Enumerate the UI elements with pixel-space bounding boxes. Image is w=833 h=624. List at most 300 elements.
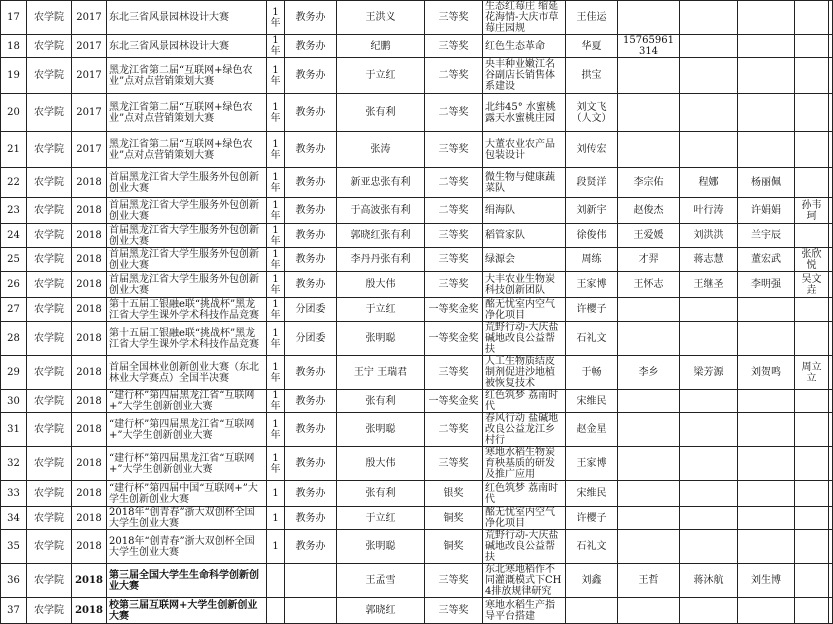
duration-cell[interactable]: 1年 bbox=[267, 390, 285, 413]
member-6-cell[interactable] bbox=[829, 481, 833, 507]
contest-name-cell[interactable]: 首届黑龙江省大学生服务外包创新创业大赛 bbox=[107, 198, 267, 224]
member-5-cell[interactable] bbox=[795, 413, 829, 447]
advisor-cell[interactable]: 殷大伟 bbox=[337, 272, 425, 298]
member-3-cell[interactable] bbox=[680, 598, 738, 624]
member-6-cell[interactable] bbox=[829, 356, 833, 390]
duration-cell[interactable]: 1 bbox=[267, 507, 285, 530]
office-cell[interactable]: 分团委 bbox=[285, 298, 337, 322]
year-cell[interactable]: 2018 bbox=[72, 598, 107, 624]
contest-name-cell[interactable]: 第十五届工银融e联“挑战杯”黑龙江省大学生课外学术科技作品竞赛 bbox=[107, 322, 267, 356]
member-3-cell[interactable] bbox=[680, 322, 738, 356]
advisor-cell[interactable]: 于立红 bbox=[337, 507, 425, 530]
duration-cell[interactable]: 1年 bbox=[267, 272, 285, 298]
member-4-cell[interactable]: 许娟娟 bbox=[738, 198, 795, 224]
member-3-cell[interactable] bbox=[680, 132, 738, 168]
project-name-cell[interactable]: 寒地水稻生产指导平台搭建 bbox=[483, 598, 566, 624]
contest-name-cell[interactable]: 黑龙江省第二届“互联网+绿色农业”点对点营销策划大赛 bbox=[107, 94, 267, 132]
member-2-cell[interactable]: 才羿 bbox=[618, 248, 680, 272]
contest-name-cell[interactable]: “建行杯”第四届黑龙江省“互联网+”大学生创新创业大赛 bbox=[107, 413, 267, 447]
member-5-cell[interactable] bbox=[795, 564, 829, 598]
duration-cell[interactable]: 1年 bbox=[267, 413, 285, 447]
project-name-cell[interactable]: 北纬45° 水蜜桃露天水蜜桃庄园 bbox=[483, 94, 566, 132]
member-1-cell[interactable]: 于畅 bbox=[566, 356, 618, 390]
contest-name-cell[interactable]: 黑龙江省第二届“互联网+绿色农业”点对点营销策划大赛 bbox=[107, 132, 267, 168]
award-cell[interactable]: 三等奖 bbox=[425, 1, 483, 35]
award-cell[interactable]: 铜奖 bbox=[425, 530, 483, 564]
office-cell[interactable]: 教务办 bbox=[285, 272, 337, 298]
office-cell[interactable]: 教务办 bbox=[285, 1, 337, 35]
member-1-cell[interactable]: 徐俊伟 bbox=[566, 224, 618, 248]
college-cell[interactable]: 农学院 bbox=[27, 94, 72, 132]
year-cell[interactable]: 2018 bbox=[72, 322, 107, 356]
award-cell[interactable]: 三等奖 bbox=[425, 356, 483, 390]
award-cell[interactable]: 二等奖 bbox=[425, 413, 483, 447]
office-cell[interactable]: 教务办 bbox=[285, 198, 337, 224]
member-1-cell[interactable]: 宋维民 bbox=[566, 390, 618, 413]
advisor-cell[interactable]: 于立红 bbox=[337, 58, 425, 94]
member-2-cell[interactable] bbox=[618, 132, 680, 168]
row-number-cell[interactable]: 28 bbox=[1, 322, 27, 356]
member-3-cell[interactable] bbox=[680, 58, 738, 94]
member-6-cell[interactable] bbox=[829, 298, 833, 322]
office-cell[interactable]: 教务办 bbox=[285, 248, 337, 272]
member-5-cell[interactable]: 周立立 bbox=[795, 356, 829, 390]
college-cell[interactable]: 农学院 bbox=[27, 507, 72, 530]
member-3-cell[interactable] bbox=[680, 390, 738, 413]
row-number-cell[interactable]: 33 bbox=[1, 481, 27, 507]
duration-cell[interactable]: 1年 bbox=[267, 132, 285, 168]
year-cell[interactable]: 2017 bbox=[72, 1, 107, 35]
contest-name-cell[interactable]: 第三届全国大学生生命科学创新创业大赛 bbox=[107, 564, 267, 598]
member-3-cell[interactable]: 蒋沐航 bbox=[680, 564, 738, 598]
member-3-cell[interactable] bbox=[680, 94, 738, 132]
member-2-cell[interactable]: 王爱媛 bbox=[618, 224, 680, 248]
member-6-cell[interactable] bbox=[829, 224, 833, 248]
row-number-cell[interactable]: 37 bbox=[1, 598, 27, 624]
office-cell[interactable] bbox=[285, 564, 337, 598]
member-2-cell[interactable] bbox=[618, 322, 680, 356]
contest-name-cell[interactable]: 首届黑龙江省大学生服务外包创新创业大赛 bbox=[107, 272, 267, 298]
contest-name-cell[interactable]: 首届黑龙江省大学生服务外包创新创业大赛 bbox=[107, 248, 267, 272]
year-cell[interactable]: 2018 bbox=[72, 298, 107, 322]
member-1-cell[interactable]: 刘新宇 bbox=[566, 198, 618, 224]
advisor-cell[interactable]: 新亚忠张有利 bbox=[337, 168, 425, 198]
member-3-cell[interactable] bbox=[680, 1, 738, 35]
member-5-cell[interactable] bbox=[795, 168, 829, 198]
office-cell[interactable]: 教务办 bbox=[285, 35, 337, 58]
row-number-cell[interactable]: 19 bbox=[1, 58, 27, 94]
year-cell[interactable]: 2017 bbox=[72, 94, 107, 132]
college-cell[interactable]: 农学院 bbox=[27, 132, 72, 168]
row-number-cell[interactable]: 34 bbox=[1, 507, 27, 530]
advisor-cell[interactable]: 张涛 bbox=[337, 132, 425, 168]
duration-cell[interactable]: 1年 bbox=[267, 1, 285, 35]
advisor-cell[interactable]: 张有利 bbox=[337, 94, 425, 132]
advisor-cell[interactable]: 李丹丹张有利 bbox=[337, 248, 425, 272]
contest-name-cell[interactable]: 东北三省风景园林设计大赛 bbox=[107, 35, 267, 58]
row-number-cell[interactable]: 26 bbox=[1, 272, 27, 298]
award-cell[interactable]: 铜奖 bbox=[425, 507, 483, 530]
college-cell[interactable]: 农学院 bbox=[27, 356, 72, 390]
row-number-cell[interactable]: 25 bbox=[1, 248, 27, 272]
duration-cell[interactable]: 1年 bbox=[267, 198, 285, 224]
row-number-cell[interactable]: 22 bbox=[1, 168, 27, 198]
member-6-cell[interactable] bbox=[829, 132, 833, 168]
member-2-cell[interactable] bbox=[618, 58, 680, 94]
project-name-cell[interactable]: 春风行动 盐碱地改良公益龙江乡村行 bbox=[483, 413, 566, 447]
member-3-cell[interactable]: 蒋志慧 bbox=[680, 248, 738, 272]
award-cell[interactable]: 三等奖 bbox=[425, 248, 483, 272]
member-6-cell[interactable] bbox=[829, 564, 833, 598]
advisor-cell[interactable]: 纪鹏 bbox=[337, 35, 425, 58]
office-cell[interactable]: 教务办 bbox=[285, 530, 337, 564]
college-cell[interactable]: 农学院 bbox=[27, 413, 72, 447]
contest-name-cell[interactable]: 东北三省风景园林设计大赛 bbox=[107, 1, 267, 35]
project-name-cell[interactable]: 红色筑梦 荔南时代 bbox=[483, 390, 566, 413]
member-2-cell[interactable]: 王怀志 bbox=[618, 272, 680, 298]
member-2-cell[interactable]: 李乡 bbox=[618, 356, 680, 390]
award-cell[interactable]: 一等奖金奖 bbox=[425, 298, 483, 322]
member-2-cell[interactable] bbox=[618, 598, 680, 624]
award-cell[interactable]: 三等奖 bbox=[425, 132, 483, 168]
award-cell[interactable]: 三等奖 bbox=[425, 564, 483, 598]
member-4-cell[interactable] bbox=[738, 58, 795, 94]
year-cell[interactable]: 2018 bbox=[72, 198, 107, 224]
project-name-cell[interactable]: 东北寒地稻作不同灌溉模式下CH4排放规律研究 bbox=[483, 564, 566, 598]
member-2-cell[interactable] bbox=[618, 390, 680, 413]
contest-name-cell[interactable]: 2018年“创青春”浙大双创杯全国大学生创业大赛 bbox=[107, 530, 267, 564]
member-4-cell[interactable] bbox=[738, 94, 795, 132]
year-cell[interactable]: 2018 bbox=[72, 224, 107, 248]
member-3-cell[interactable] bbox=[680, 507, 738, 530]
project-name-cell[interactable]: 生态红莓庄 缩延花海情-大庆市草莓庄园规 bbox=[483, 1, 566, 35]
contest-name-cell[interactable]: 首届黑龙江省大学生服务外包创新创业大赛 bbox=[107, 168, 267, 198]
member-5-cell[interactable] bbox=[795, 58, 829, 94]
award-cell[interactable]: 银奖 bbox=[425, 481, 483, 507]
member-5-cell[interactable] bbox=[795, 35, 829, 58]
award-cell[interactable]: 一等奖金奖 bbox=[425, 322, 483, 356]
duration-cell[interactable] bbox=[267, 564, 285, 598]
college-cell[interactable]: 农学院 bbox=[27, 564, 72, 598]
project-name-cell[interactable]: 大丰农业生物炭科技创新团队 bbox=[483, 272, 566, 298]
row-number-cell[interactable]: 27 bbox=[1, 298, 27, 322]
member-6-cell[interactable] bbox=[829, 58, 833, 94]
award-cell[interactable]: 三等奖 bbox=[425, 598, 483, 624]
year-cell[interactable]: 2017 bbox=[72, 58, 107, 94]
row-number-cell[interactable]: 36 bbox=[1, 564, 27, 598]
duration-cell[interactable]: 1 bbox=[267, 481, 285, 507]
project-name-cell[interactable]: 红色生态革命 bbox=[483, 35, 566, 58]
member-5-cell[interactable] bbox=[795, 298, 829, 322]
office-cell[interactable]: 教务办 bbox=[285, 224, 337, 248]
year-cell[interactable]: 2018 bbox=[72, 564, 107, 598]
row-number-cell[interactable]: 18 bbox=[1, 35, 27, 58]
member-4-cell[interactable] bbox=[738, 413, 795, 447]
advisor-cell[interactable]: 于立红 bbox=[337, 298, 425, 322]
member-2-cell[interactable] bbox=[618, 507, 680, 530]
member-2-cell[interactable] bbox=[618, 481, 680, 507]
project-name-cell[interactable]: 红色筑梦 荔南时代 bbox=[483, 481, 566, 507]
member-1-cell[interactable]: 华夏 bbox=[566, 35, 618, 58]
contest-name-cell[interactable]: 黑龙江省第二届“互联网+绿色农业”点对点营销策划大赛 bbox=[107, 58, 267, 94]
college-cell[interactable]: 农学院 bbox=[27, 322, 72, 356]
duration-cell[interactable]: 1年 bbox=[267, 298, 285, 322]
advisor-cell[interactable]: 于高波张有利 bbox=[337, 198, 425, 224]
year-cell[interactable]: 2018 bbox=[72, 481, 107, 507]
advisor-cell[interactable]: 张有利 bbox=[337, 390, 425, 413]
project-name-cell[interactable]: 人工生物质结皮制剂促进沙地植被恢复技术 bbox=[483, 356, 566, 390]
member-4-cell[interactable] bbox=[738, 322, 795, 356]
contest-name-cell[interactable]: 首届黑龙江省大学生服务外包创新创业大赛 bbox=[107, 224, 267, 248]
member-5-cell[interactable] bbox=[795, 132, 829, 168]
duration-cell[interactable]: 1年 bbox=[267, 35, 285, 58]
member-1-cell[interactable] bbox=[566, 598, 618, 624]
duration-cell[interactable]: 1年 bbox=[267, 322, 285, 356]
member-5-cell[interactable]: 张欣悦 bbox=[795, 248, 829, 272]
duration-cell[interactable]: 1年 bbox=[267, 224, 285, 248]
advisor-cell[interactable]: 王孟雪 bbox=[337, 564, 425, 598]
duration-cell[interactable]: 1年 bbox=[267, 58, 285, 94]
member-3-cell[interactable] bbox=[680, 447, 738, 481]
college-cell[interactable]: 农学院 bbox=[27, 447, 72, 481]
member-4-cell[interactable]: 兰宇辰 bbox=[738, 224, 795, 248]
member-3-cell[interactable] bbox=[680, 298, 738, 322]
member-4-cell[interactable]: 刘生博 bbox=[738, 564, 795, 598]
office-cell[interactable]: 教务办 bbox=[285, 94, 337, 132]
project-name-cell[interactable]: 酩无忧室内空气净化项目 bbox=[483, 298, 566, 322]
member-1-cell[interactable]: 王家博 bbox=[566, 272, 618, 298]
award-cell[interactable]: 三等奖 bbox=[425, 272, 483, 298]
member-4-cell[interactable] bbox=[738, 598, 795, 624]
award-cell[interactable]: 三等奖 bbox=[425, 224, 483, 248]
member-4-cell[interactable] bbox=[738, 298, 795, 322]
member-1-cell[interactable]: 王家博 bbox=[566, 447, 618, 481]
year-cell[interactable]: 2018 bbox=[72, 507, 107, 530]
year-cell[interactable]: 2018 bbox=[72, 356, 107, 390]
member-1-cell[interactable]: 段贤洋 bbox=[566, 168, 618, 198]
member-1-cell[interactable]: 赵金星 bbox=[566, 413, 618, 447]
year-cell[interactable]: 2018 bbox=[72, 530, 107, 564]
member-1-cell[interactable]: 许樱子 bbox=[566, 298, 618, 322]
project-name-cell[interactable]: 酩无忧室内空气净化项目 bbox=[483, 507, 566, 530]
advisor-cell[interactable]: 郭晓红 bbox=[337, 598, 425, 624]
office-cell[interactable]: 教务办 bbox=[285, 58, 337, 94]
advisor-cell[interactable]: 张明聪 bbox=[337, 322, 425, 356]
member-2-cell[interactable] bbox=[618, 1, 680, 35]
member-1-cell[interactable]: 王佳运 bbox=[566, 1, 618, 35]
advisor-cell[interactable]: 郭晓红张有利 bbox=[337, 224, 425, 248]
row-number-cell[interactable]: 35 bbox=[1, 530, 27, 564]
member-2-cell[interactable] bbox=[618, 298, 680, 322]
member-4-cell[interactable] bbox=[738, 35, 795, 58]
member-5-cell[interactable]: 吴文垚 bbox=[795, 272, 829, 298]
college-cell[interactable]: 农学院 bbox=[27, 390, 72, 413]
member-4-cell[interactable] bbox=[738, 132, 795, 168]
member-5-cell[interactable] bbox=[795, 447, 829, 481]
row-number-cell[interactable]: 29 bbox=[1, 356, 27, 390]
member-1-cell[interactable]: 宋维民 bbox=[566, 481, 618, 507]
row-number-cell[interactable]: 31 bbox=[1, 413, 27, 447]
award-cell[interactable]: 二等奖 bbox=[425, 94, 483, 132]
member-6-cell[interactable] bbox=[829, 322, 833, 356]
year-cell[interactable]: 2018 bbox=[72, 447, 107, 481]
advisor-cell[interactable]: 张明聪 bbox=[337, 530, 425, 564]
member-2-cell[interactable] bbox=[618, 413, 680, 447]
year-cell[interactable]: 2017 bbox=[72, 35, 107, 58]
member-2-cell[interactable]: 李宗佑 bbox=[618, 168, 680, 198]
project-name-cell[interactable]: 微生物与健康蔬菜队 bbox=[483, 168, 566, 198]
project-name-cell[interactable]: 荒野行动-大庆盐碱地改良公益帮扶 bbox=[483, 322, 566, 356]
member-6-cell[interactable] bbox=[829, 1, 833, 35]
member-1-cell[interactable]: 石礼文 bbox=[566, 530, 618, 564]
member-5-cell[interactable] bbox=[795, 94, 829, 132]
award-cell[interactable]: 三等奖 bbox=[425, 35, 483, 58]
office-cell[interactable]: 教务办 bbox=[285, 390, 337, 413]
member-1-cell[interactable]: 许樱子 bbox=[566, 507, 618, 530]
member-6-cell[interactable] bbox=[829, 507, 833, 530]
member-5-cell[interactable] bbox=[795, 530, 829, 564]
year-cell[interactable]: 2018 bbox=[72, 413, 107, 447]
member-3-cell[interactable] bbox=[680, 481, 738, 507]
college-cell[interactable]: 农学院 bbox=[27, 598, 72, 624]
award-cell[interactable]: 二等奖 bbox=[425, 58, 483, 94]
member-4-cell[interactable] bbox=[738, 507, 795, 530]
row-number-cell[interactable]: 30 bbox=[1, 390, 27, 413]
member-5-cell[interactable] bbox=[795, 224, 829, 248]
member-5-cell[interactable] bbox=[795, 507, 829, 530]
contest-name-cell[interactable]: “建行杯”第四届中国“互联网+”大学生创新创业大赛 bbox=[107, 481, 267, 507]
member-5-cell[interactable] bbox=[795, 322, 829, 356]
member-6-cell[interactable] bbox=[829, 248, 833, 272]
project-name-cell[interactable]: 大董农业农产品包装设计 bbox=[483, 132, 566, 168]
project-name-cell[interactable]: 寒地水稻生物炭育秧基质的研发及推广应用 bbox=[483, 447, 566, 481]
college-cell[interactable]: 农学院 bbox=[27, 168, 72, 198]
college-cell[interactable]: 农学院 bbox=[27, 198, 72, 224]
office-cell[interactable]: 教务办 bbox=[285, 481, 337, 507]
member-3-cell[interactable]: 梁芳源 bbox=[680, 356, 738, 390]
office-cell[interactable]: 教务办 bbox=[285, 447, 337, 481]
member-6-cell[interactable] bbox=[829, 94, 833, 132]
contest-name-cell[interactable]: “建行杯”第四届黑龙江省“互联网+”大学生创新创业大赛 bbox=[107, 390, 267, 413]
office-cell[interactable]: 教务办 bbox=[285, 356, 337, 390]
member-2-cell[interactable] bbox=[618, 447, 680, 481]
member-6-cell[interactable] bbox=[829, 413, 833, 447]
college-cell[interactable]: 农学院 bbox=[27, 481, 72, 507]
duration-cell[interactable]: 1年 bbox=[267, 94, 285, 132]
advisor-cell[interactable]: 王洪义 bbox=[337, 1, 425, 35]
row-number-cell[interactable]: 21 bbox=[1, 132, 27, 168]
member-3-cell[interactable] bbox=[680, 413, 738, 447]
member-2-cell[interactable]: 赵俊杰 bbox=[618, 198, 680, 224]
office-cell[interactable]: 分团委 bbox=[285, 322, 337, 356]
member-1-cell[interactable]: 刘鑫 bbox=[566, 564, 618, 598]
award-cell[interactable]: 一等奖金奖 bbox=[425, 390, 483, 413]
college-cell[interactable]: 农学院 bbox=[27, 248, 72, 272]
advisor-cell[interactable]: 王宁 王瑞君 bbox=[337, 356, 425, 390]
office-cell[interactable]: 教务办 bbox=[285, 168, 337, 198]
member-6-cell[interactable] bbox=[829, 598, 833, 624]
office-cell[interactable]: 教务办 bbox=[285, 132, 337, 168]
member-4-cell[interactable] bbox=[738, 390, 795, 413]
college-cell[interactable]: 农学院 bbox=[27, 298, 72, 322]
college-cell[interactable]: 农学院 bbox=[27, 272, 72, 298]
advisor-cell[interactable]: 殷大伟 bbox=[337, 447, 425, 481]
member-1-cell[interactable]: 石礼文 bbox=[566, 322, 618, 356]
project-name-cell[interactable]: 荒野行动-大庆盐碱地改良公益帮扶 bbox=[483, 530, 566, 564]
duration-cell[interactable]: 1 bbox=[267, 530, 285, 564]
member-6-cell[interactable] bbox=[829, 447, 833, 481]
member-2-cell[interactable]: 王哲 bbox=[618, 564, 680, 598]
member-2-cell[interactable] bbox=[618, 530, 680, 564]
member-1-cell[interactable]: 拱宝 bbox=[566, 58, 618, 94]
college-cell[interactable]: 农学院 bbox=[27, 224, 72, 248]
college-cell[interactable]: 农学院 bbox=[27, 58, 72, 94]
contest-name-cell[interactable]: “建行杯”第四届黑龙江省“互联网+”大学生创新创业大赛 bbox=[107, 447, 267, 481]
year-cell[interactable]: 2018 bbox=[72, 168, 107, 198]
year-cell[interactable]: 2017 bbox=[72, 132, 107, 168]
member-6-cell[interactable] bbox=[829, 35, 833, 58]
college-cell[interactable]: 农学院 bbox=[27, 1, 72, 35]
row-number-cell[interactable]: 32 bbox=[1, 447, 27, 481]
member-1-cell[interactable]: 刘文飞（人文） bbox=[566, 94, 618, 132]
member-4-cell[interactable] bbox=[738, 481, 795, 507]
member-4-cell[interactable] bbox=[738, 447, 795, 481]
member-2-cell[interactable] bbox=[618, 94, 680, 132]
member-5-cell[interactable] bbox=[795, 598, 829, 624]
advisor-cell[interactable]: 张有利 bbox=[337, 481, 425, 507]
member-6-cell[interactable] bbox=[829, 198, 833, 224]
member-4-cell[interactable]: 董宏武 bbox=[738, 248, 795, 272]
member-1-cell[interactable]: 刘传宏 bbox=[566, 132, 618, 168]
project-name-cell[interactable]: 央丰种业嫩江名谷副店长销售体系建设 bbox=[483, 58, 566, 94]
duration-cell[interactable]: 1年 bbox=[267, 248, 285, 272]
project-name-cell[interactable]: 绢海队 bbox=[483, 198, 566, 224]
year-cell[interactable]: 2018 bbox=[72, 390, 107, 413]
member-3-cell[interactable] bbox=[680, 530, 738, 564]
award-cell[interactable]: 二等奖 bbox=[425, 198, 483, 224]
member-1-cell[interactable]: 周练 bbox=[566, 248, 618, 272]
member-3-cell[interactable] bbox=[680, 35, 738, 58]
award-cell[interactable]: 三等奖 bbox=[425, 447, 483, 481]
duration-cell[interactable]: 1年 bbox=[267, 356, 285, 390]
member-4-cell[interactable] bbox=[738, 530, 795, 564]
office-cell[interactable] bbox=[285, 598, 337, 624]
year-cell[interactable]: 2018 bbox=[72, 272, 107, 298]
member-6-cell[interactable] bbox=[829, 168, 833, 198]
member-5-cell[interactable] bbox=[795, 1, 829, 35]
member-5-cell[interactable] bbox=[795, 390, 829, 413]
project-name-cell[interactable]: 绿源会 bbox=[483, 248, 566, 272]
row-number-cell[interactable]: 17 bbox=[1, 1, 27, 35]
member-2-cell[interactable]: 15765961314 bbox=[618, 35, 680, 58]
member-5-cell[interactable] bbox=[795, 481, 829, 507]
year-cell[interactable]: 2018 bbox=[72, 248, 107, 272]
member-4-cell[interactable]: 杨丽佩 bbox=[738, 168, 795, 198]
member-3-cell[interactable]: 王继圣 bbox=[680, 272, 738, 298]
duration-cell[interactable]: 1年 bbox=[267, 168, 285, 198]
member-3-cell[interactable]: 叶行涛 bbox=[680, 198, 738, 224]
member-6-cell[interactable] bbox=[829, 390, 833, 413]
contest-name-cell[interactable]: 第十五届工银融e联“挑战杯”黑龙江省大学生课外学术科技作品竞赛 bbox=[107, 298, 267, 322]
duration-cell[interactable]: 1年 bbox=[267, 447, 285, 481]
contest-name-cell[interactable]: 2018年“创青春”浙大双创杯全国大学生创业大赛 bbox=[107, 507, 267, 530]
award-cell[interactable]: 二等奖 bbox=[425, 168, 483, 198]
office-cell[interactable]: 教务办 bbox=[285, 507, 337, 530]
member-5-cell[interactable]: 孙韦珂 bbox=[795, 198, 829, 224]
row-number-cell[interactable]: 23 bbox=[1, 198, 27, 224]
member-4-cell[interactable]: 李明强 bbox=[738, 272, 795, 298]
contest-name-cell[interactable]: 校第三届互联网+大学生创新创业大赛 bbox=[107, 598, 267, 624]
